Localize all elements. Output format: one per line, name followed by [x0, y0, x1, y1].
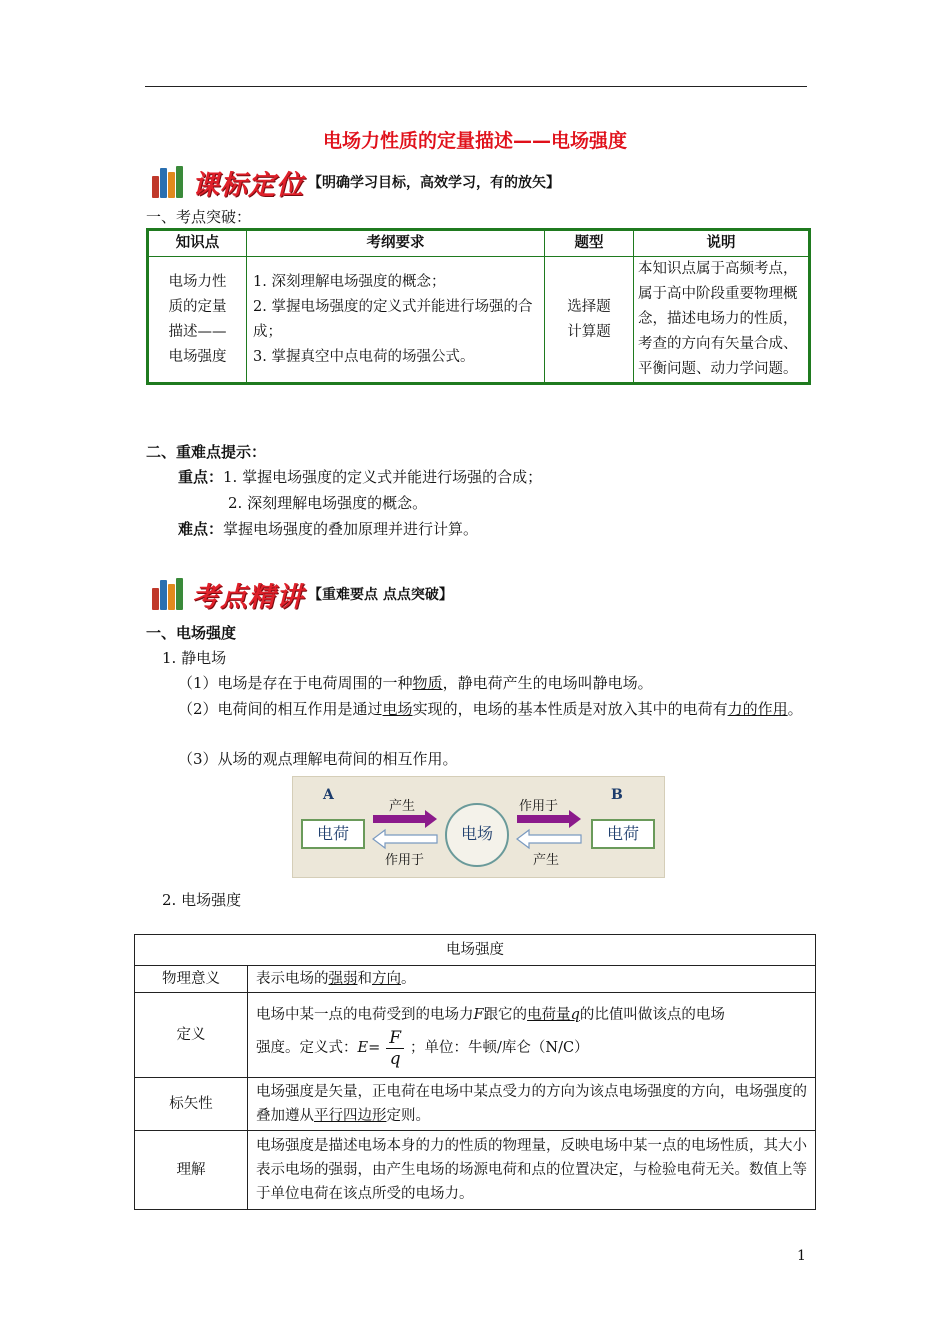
text-run: 实现的，电场的基本性质是对放入其中的电荷有: [412, 700, 728, 718]
arrow-label: 产生: [533, 853, 560, 868]
banner-subtitle: 【明确学习目标，高效学习，有的放矢】: [308, 175, 560, 191]
row-content: [248, 966, 816, 993]
equals-sign: =: [368, 1040, 381, 1056]
row-content: 电场强度是描述电场本身的力的性质的物理量，反映电场中某一点的电场性质，其大小表示电场的强弱，由产生电场的场源电荷和点的位置决定，与检验电荷无关。数值上等于单位电荷在该点所受的电场力。: [248, 1131, 816, 1210]
table-header: 知识点: [148, 230, 247, 257]
underlined-term: 电场: [382, 700, 413, 718]
banner-title: 课标定位: [192, 169, 304, 201]
table-row: [135, 1078, 816, 1131]
field-circle: 电场: [445, 803, 509, 867]
right-arrow-icon: [517, 810, 581, 828]
header-rule: [145, 86, 807, 87]
exam-points-table: [146, 228, 811, 385]
right-arrow-icon: [373, 810, 437, 828]
row-content: [248, 1078, 816, 1131]
table-caption-row: [135, 935, 816, 966]
topic-line: 描述——: [168, 323, 227, 340]
fraction: [386, 1028, 404, 1069]
underlined-term: 物质: [412, 674, 443, 692]
paragraph: [178, 671, 653, 695]
text-run: 强度。定义式：: [256, 1040, 358, 1056]
question-type-cell: [545, 257, 634, 384]
row-label: 标矢性: [135, 1078, 248, 1131]
underlined-term: 作用: [757, 700, 788, 718]
paragraph: [146, 697, 810, 721]
banner-key-points: [150, 574, 453, 614]
key-point-1: 1. 掌握电场强度的定义式并能进行场强的合成；: [223, 468, 543, 486]
text-run: 表示电场的: [256, 971, 329, 987]
topic-line: 质的定量: [168, 298, 227, 315]
left-arrow-icon: [517, 830, 581, 848]
table-row: [135, 966, 816, 993]
text-run: 和: [357, 971, 372, 987]
table-header: 题型: [545, 230, 634, 257]
fraction-denominator: q: [389, 1048, 401, 1069]
books-icon: [150, 576, 188, 612]
text-run: （2）电荷间的相互作用是通过: [178, 700, 383, 718]
subsection-heading: 2. 电场强度: [162, 891, 242, 909]
underlined-term: 平行四边形: [314, 1108, 387, 1124]
table-row: [135, 993, 816, 1078]
subsection-heading: 1. 静电场: [162, 649, 227, 667]
question-type: 计算题: [567, 323, 611, 340]
symbol-q: q: [570, 1006, 580, 1023]
row-label: 物理意义: [135, 966, 248, 993]
table-row: [148, 257, 810, 384]
symbol-f: F: [473, 1006, 484, 1023]
section-heading: 一、电场强度: [146, 624, 237, 642]
arrow-label: 作用于: [519, 799, 559, 814]
table-header: 说明: [634, 230, 810, 257]
table-header: 考纲要求: [247, 230, 545, 257]
underlined-term: 方向: [372, 971, 401, 987]
key-label: 重点：: [178, 468, 224, 486]
key-points-heading: 二、重难点提示：: [146, 443, 267, 461]
underlined-term: 强弱: [328, 971, 358, 987]
text-run: 的比值叫做该点的电场: [579, 1006, 725, 1023]
requirements-cell: [247, 257, 545, 384]
key-point-2: 2. 深刻理解电场强度的概念。: [228, 494, 428, 512]
topic-line: 电场力性: [168, 273, 227, 290]
difficult-point-line: [178, 517, 478, 541]
left-arrow-icon: [373, 830, 437, 848]
note-cell: 本知识点属于高频考点，属于高中阶段重要物理概念，描述电场力的性质，考查的方向有矢量合成、平衡问题、动力学问题。: [634, 257, 810, 384]
banner-subtitle: 【重难要点 点点突破】: [308, 587, 453, 603]
symbol-e: E: [357, 1040, 369, 1056]
section-heading: 一、考点突破：: [146, 208, 252, 226]
text-run: 电场中某一点的电荷受到的电场力: [256, 1006, 474, 1023]
underlined-term: 力的: [727, 700, 758, 718]
difficult-label: 难点：: [178, 520, 224, 538]
row-label: 理解: [135, 1131, 248, 1210]
question-type: 选择题: [567, 298, 611, 315]
table-caption: 电场强度: [135, 935, 816, 966]
key-point-line: [178, 465, 542, 489]
charge-field-diagram: [292, 776, 665, 878]
text-run: 。: [401, 971, 416, 987]
page-title: 电场力性质的定量描述——电场强度: [322, 130, 627, 152]
banner-course-objectives: [150, 162, 560, 202]
text-run: ；单位：牛顿/库仑（N/C）: [410, 1040, 589, 1056]
banner-title: 考点精讲: [192, 581, 304, 613]
requirement-item: 3. 掌握真空中点电荷的场强公式。: [253, 348, 475, 365]
row-label: 定义: [135, 993, 248, 1078]
arrow-label: 产生: [389, 799, 416, 814]
topic-line: 电场强度: [168, 348, 227, 365]
requirement-item: 1. 深刻理解电场强度的概念；: [253, 273, 446, 290]
requirement-item: 2. 掌握电场强度的定义式并能进行场强的合成；: [253, 298, 533, 340]
charge-box-right: 电荷: [591, 819, 655, 849]
paragraph: （3）从场的观点理解电荷间的相互作用。: [178, 750, 458, 768]
underlined-term: 电荷量: [527, 1006, 571, 1023]
page-number: 1: [797, 1248, 806, 1264]
difficult-point: 掌握电场强度的叠加原理并进行计算。: [223, 520, 479, 538]
field-strength-table: [134, 934, 816, 1210]
text-run: ，静电荷产生的电场叫静电场。: [442, 674, 653, 692]
text-run: 。: [787, 700, 803, 718]
books-icon: [150, 164, 188, 200]
arrows-svg: [293, 777, 664, 877]
label-a: A: [323, 787, 334, 803]
text-run: 电场强度是矢量，正电荷在电场中某点受力的方向为该点电场强度的方向，电场强度的叠加遵从: [256, 1084, 807, 1124]
definition-line: [256, 1002, 807, 1028]
formula-line: [256, 1028, 807, 1069]
fraction-numerator: F: [386, 1028, 404, 1049]
text-run: （1）电场是存在于电荷周围的一种: [178, 674, 413, 692]
row-content: [248, 993, 816, 1078]
charge-box-left: 电荷: [301, 819, 365, 849]
text-run: 定则。: [386, 1108, 430, 1124]
label-b: B: [611, 787, 623, 803]
table-header-row: [148, 230, 810, 257]
topic-cell: [148, 257, 247, 384]
table-row: [135, 1131, 816, 1210]
text-run: 跟它的: [483, 1006, 528, 1023]
arrow-label: 作用于: [385, 853, 425, 868]
